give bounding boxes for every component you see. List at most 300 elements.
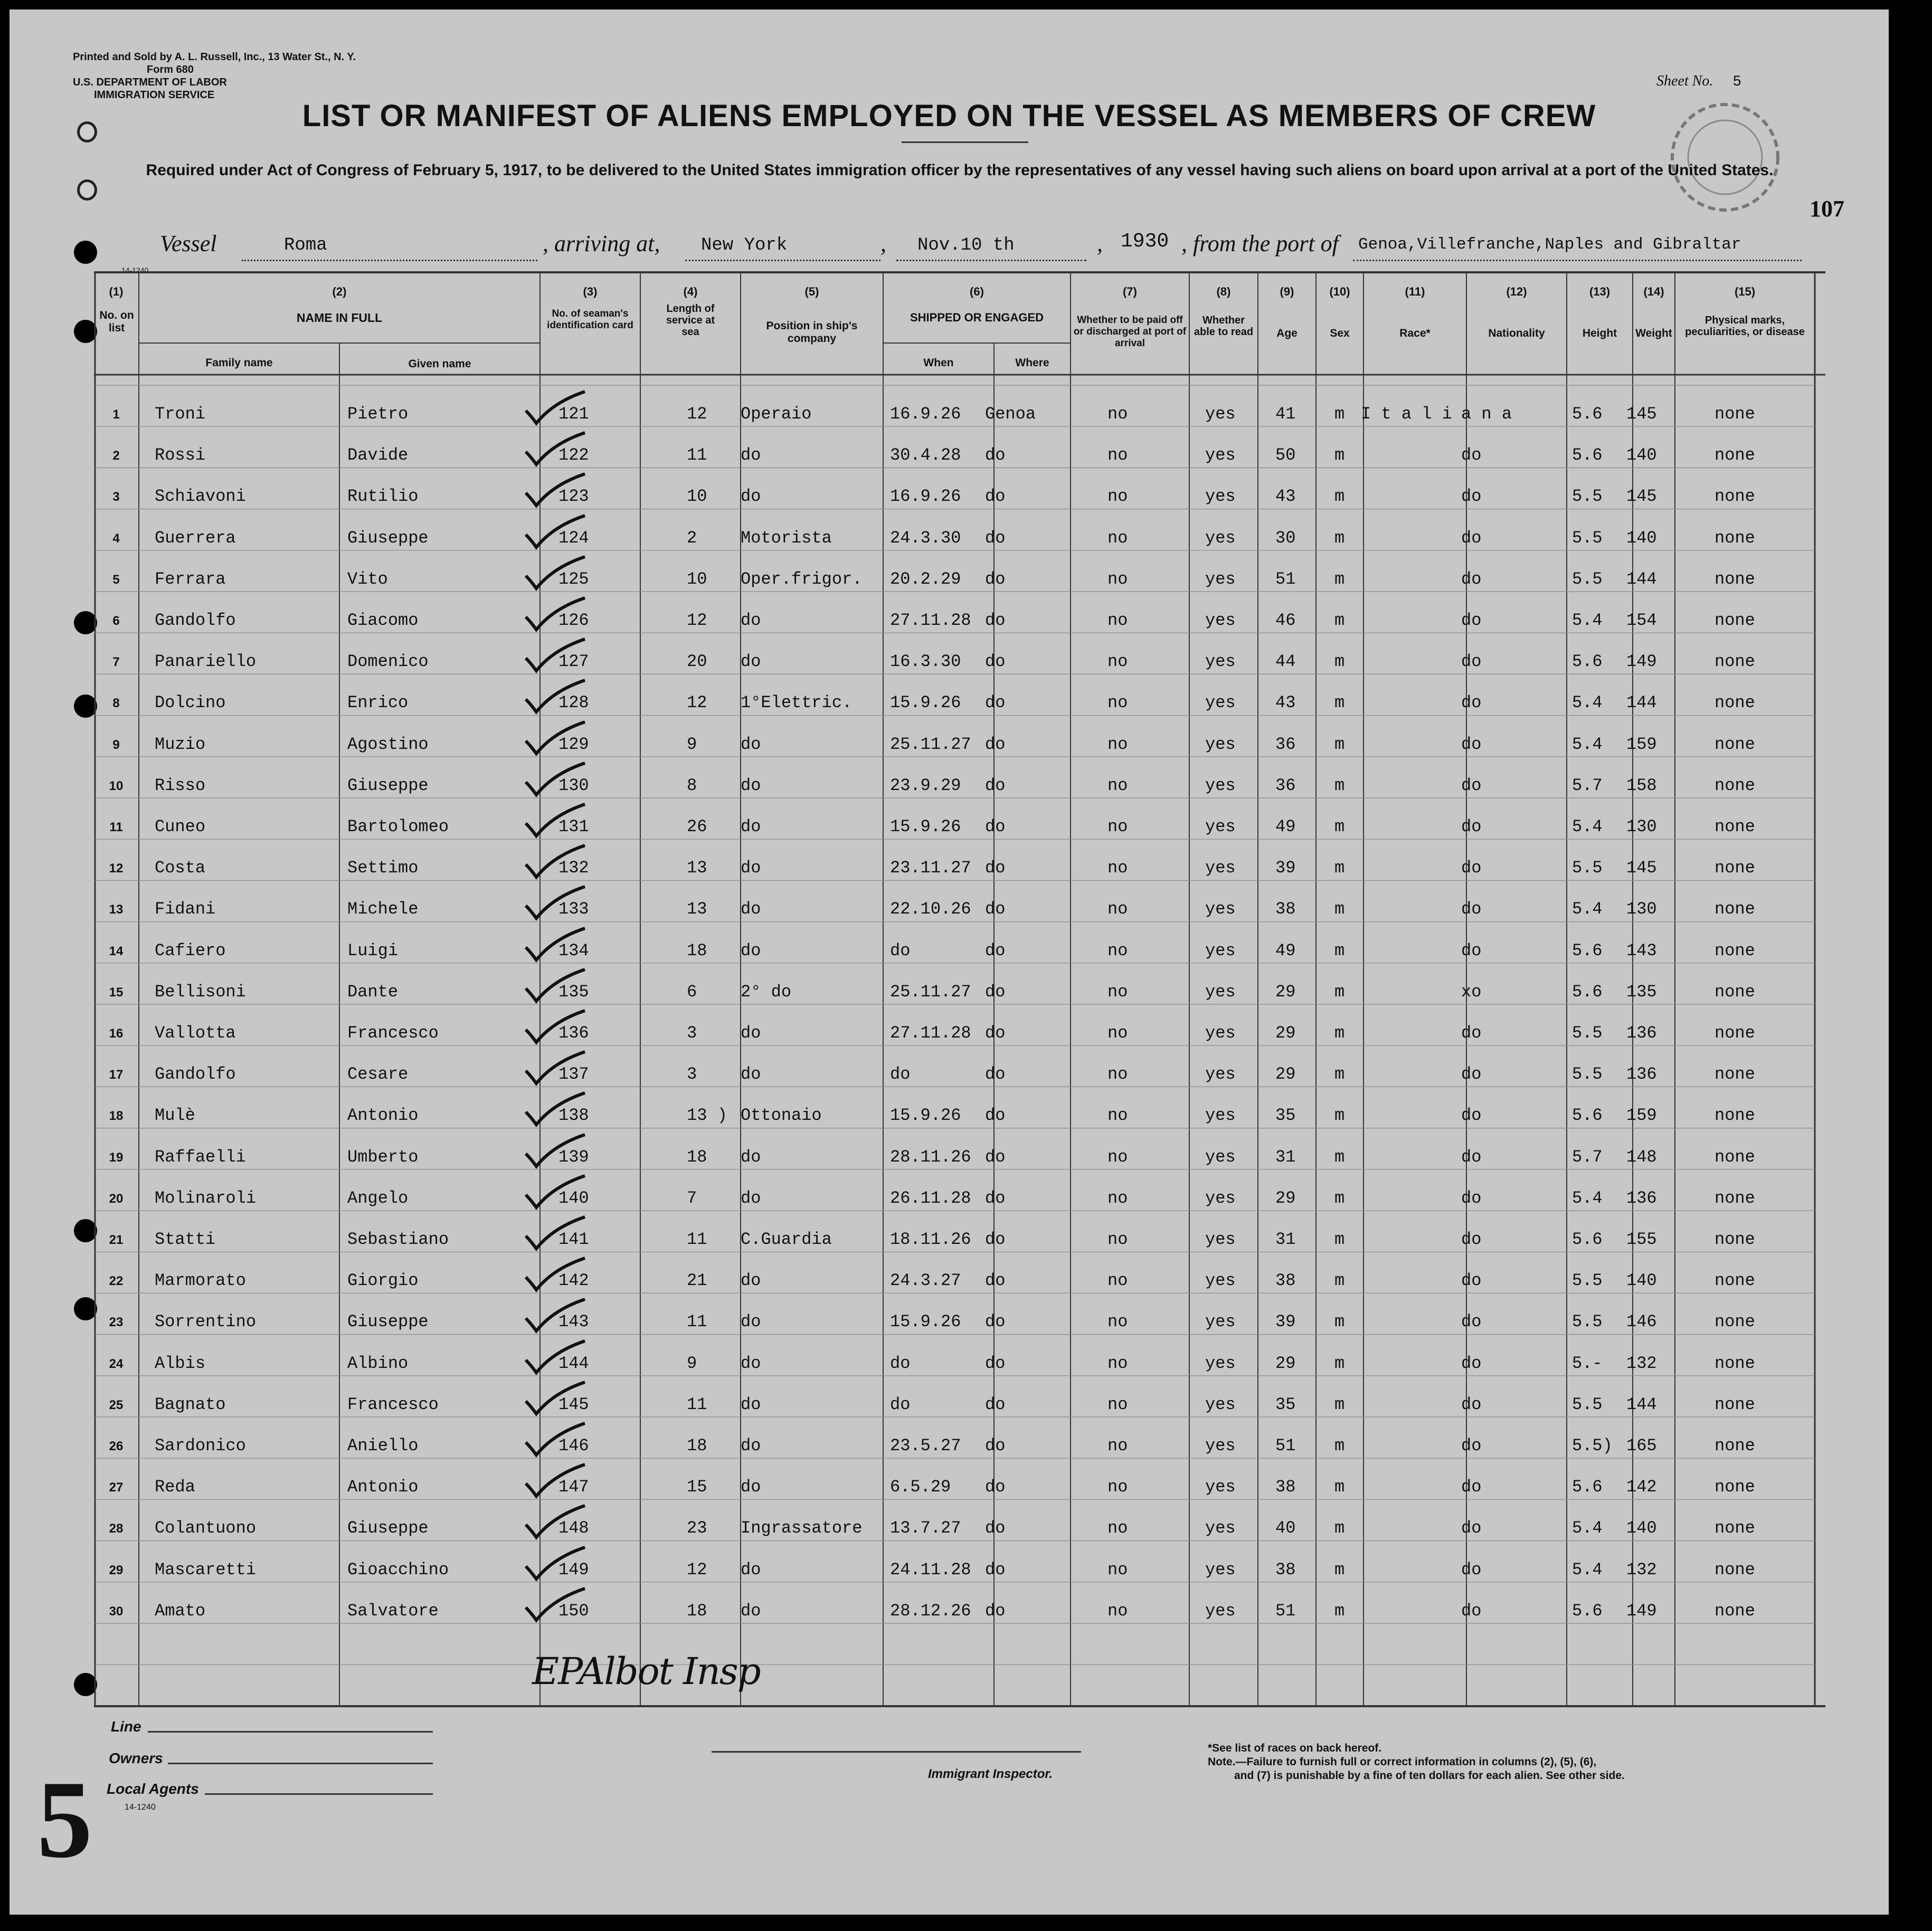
- cell-read: yes: [1205, 1312, 1236, 1332]
- row-number: 17: [109, 1068, 124, 1082]
- cell-paid: no: [1107, 775, 1128, 795]
- cell-weight: 130: [1626, 817, 1657, 836]
- column-number: (4): [683, 285, 698, 298]
- column-number: (15): [1734, 285, 1756, 298]
- cell-position: do: [741, 1353, 761, 1373]
- form-code: 14-1240: [121, 266, 149, 274]
- cell-weight: 149: [1626, 652, 1657, 672]
- cell-read: yes: [1205, 940, 1236, 960]
- cell-given: Salvatore: [347, 1601, 439, 1621]
- cell-age: 35: [1275, 1106, 1296, 1126]
- cell-weight: 140: [1626, 1518, 1657, 1538]
- cell-read: yes: [1205, 528, 1236, 548]
- row-number: 7: [112, 655, 120, 670]
- cell-height: 5.5: [1572, 858, 1603, 878]
- cell-age: 36: [1275, 775, 1296, 795]
- vessel-name: Roma: [284, 235, 327, 255]
- cell-nat: do: [1461, 611, 1482, 630]
- cell-marks: none: [1715, 982, 1755, 1002]
- column-number: (2): [332, 285, 347, 298]
- cell-length: 12: [687, 404, 707, 424]
- column-number: (14): [1643, 285, 1664, 298]
- cell-where: do: [985, 445, 1006, 465]
- cell-marks: none: [1715, 652, 1755, 672]
- cell-read: yes: [1205, 611, 1236, 630]
- cell-paid: no: [1107, 858, 1128, 878]
- cell-nat: do: [1461, 487, 1482, 507]
- check-mark-icon: [522, 427, 601, 470]
- cell-length: 10: [687, 487, 707, 507]
- cell-family: Cafiero: [155, 940, 226, 960]
- cell-family: Risso: [155, 775, 206, 795]
- row-number: 19: [109, 1150, 124, 1165]
- cell-where: do: [985, 1064, 1006, 1085]
- cell-weight: 143: [1626, 940, 1657, 960]
- cell-weight: 159: [1626, 734, 1657, 754]
- cell-paid: no: [1107, 1188, 1128, 1208]
- header-name-in-full: NAME IN FULL: [296, 311, 383, 325]
- cell-length: 7: [687, 1188, 697, 1208]
- row-number: 26: [109, 1439, 124, 1453]
- cell-height: 5.4: [1572, 817, 1603, 836]
- cell-age: 51: [1275, 1601, 1296, 1621]
- cell-length: 10: [687, 569, 707, 589]
- cell-read: yes: [1205, 858, 1236, 878]
- arrival-year: 1930: [1121, 230, 1169, 253]
- cell-marks: none: [1715, 1353, 1755, 1373]
- row-number: 13: [109, 902, 124, 917]
- cell-paid: no: [1107, 569, 1128, 589]
- vessel-line: Vessel Roma , arriving at, New York , Nov.10 th , 1930 , from the port of Genoa,Villefranche,Naples and Gibraltar: [10, 230, 1889, 272]
- footnote-races: *See list of races on back hereof.: [1208, 1742, 1382, 1754]
- cell-sex: m: [1334, 693, 1345, 713]
- cell-paid: no: [1107, 404, 1128, 424]
- cell-when: 15.9.26: [890, 1312, 961, 1332]
- cell-given: Giuseppe: [347, 775, 429, 795]
- cell-sex: m: [1334, 734, 1345, 754]
- cell-length: 11: [687, 1312, 707, 1332]
- arriving-port: New York: [701, 235, 788, 255]
- check-mark-icon: [522, 675, 601, 717]
- cell-weight: 165: [1626, 1436, 1657, 1456]
- cell-age: 50: [1275, 445, 1296, 465]
- cell-age: 49: [1275, 940, 1296, 960]
- cell-card: 147: [558, 1477, 589, 1497]
- cell-length: 2: [687, 528, 697, 548]
- cell-where: Genoa: [985, 404, 1036, 424]
- cell-nat: do: [1461, 1353, 1482, 1373]
- header-weight: Weight: [1635, 327, 1672, 339]
- cell-position: Motorista: [741, 528, 832, 548]
- cell-family: Schiavoni: [155, 487, 246, 507]
- row-number: 15: [109, 985, 124, 1000]
- cell-family: Gandolfo: [155, 1064, 236, 1085]
- cell-family: Sorrentino: [155, 1312, 257, 1332]
- cell-height: 5.5: [1572, 487, 1603, 507]
- cell-age: 31: [1275, 1147, 1296, 1167]
- cell-weight: 159: [1626, 1106, 1657, 1126]
- cell-height: 5.5: [1572, 1271, 1603, 1291]
- cell-read: yes: [1205, 982, 1236, 1002]
- cell-weight: 130: [1626, 899, 1657, 919]
- cell-where: do: [985, 569, 1006, 589]
- cell-sex: m: [1334, 1353, 1345, 1373]
- cell-weight: 140: [1626, 445, 1657, 465]
- check-mark-icon: [522, 758, 601, 800]
- row-number: 8: [112, 696, 120, 711]
- cell-paid: no: [1107, 1147, 1128, 1167]
- row-number: 11: [109, 820, 123, 834]
- cell-age: 43: [1275, 487, 1296, 507]
- cell-given: Francesco: [347, 1394, 439, 1414]
- header-shipped: SHIPPED OR ENGAGED: [910, 311, 1044, 324]
- cell-read: yes: [1205, 1353, 1236, 1373]
- cell-paid: no: [1107, 982, 1128, 1002]
- cell-when: 26.11.28: [890, 1188, 971, 1208]
- cell-age: 38: [1275, 1559, 1296, 1580]
- cell-weight: 132: [1626, 1353, 1657, 1373]
- check-mark-icon: [522, 551, 601, 594]
- cell-position: do: [741, 1271, 761, 1291]
- cell-marks: none: [1715, 817, 1755, 836]
- cell-family: Raffaelli: [155, 1147, 246, 1167]
- cell-given: Davide: [347, 445, 409, 465]
- cell-nat: do: [1461, 445, 1482, 465]
- cell-where: do: [985, 528, 1006, 548]
- row-number: 27: [109, 1480, 124, 1495]
- cell-read: yes: [1205, 1188, 1236, 1208]
- cell-family: Mulè: [155, 1106, 195, 1126]
- cell-position: do: [741, 1477, 761, 1497]
- cell-marks: none: [1715, 734, 1755, 754]
- cell-when: 24.3.27: [890, 1271, 961, 1291]
- cell-age: 40: [1275, 1518, 1296, 1538]
- cell-given: Aniello: [347, 1436, 419, 1456]
- cell-sex: m: [1334, 1064, 1345, 1085]
- cell-height: 5.6: [1572, 1601, 1603, 1621]
- cell-read: yes: [1205, 1106, 1236, 1126]
- cell-when: 13.7.27: [890, 1518, 961, 1538]
- cell-where: do: [985, 1518, 1006, 1538]
- cell-nat: do: [1461, 940, 1482, 960]
- cell-nat: a n a: [1461, 404, 1512, 424]
- cell-position: 2° do: [741, 982, 792, 1002]
- cell-paid: no: [1107, 734, 1128, 754]
- check-mark-icon: [522, 1377, 601, 1419]
- cell-read: yes: [1205, 1436, 1236, 1456]
- cell-position: C.Guardia: [741, 1230, 832, 1249]
- header-when: When: [923, 357, 954, 369]
- cell-family: Rossi: [155, 445, 206, 465]
- cell-length: 13: [687, 899, 707, 919]
- cell-position: do: [741, 1394, 761, 1414]
- cell-when: do: [890, 1394, 911, 1414]
- column-number: (3): [583, 285, 598, 298]
- cell-marks: none: [1715, 404, 1755, 424]
- header-height: Height: [1582, 327, 1617, 339]
- cell-given: Francesco: [347, 1023, 439, 1043]
- cell-weight: 144: [1626, 693, 1657, 713]
- cell-length: 23: [687, 1518, 707, 1538]
- cell-nat: do: [1461, 1271, 1482, 1291]
- cell-length: 9: [687, 734, 697, 754]
- cell-given: Rutilio: [347, 487, 419, 507]
- cell-height: 5.6: [1572, 940, 1603, 960]
- cell-paid: no: [1107, 611, 1128, 630]
- cell-sex: m: [1334, 569, 1345, 589]
- cell-age: 35: [1275, 1394, 1296, 1414]
- cell-position: do: [741, 858, 761, 878]
- cell-card: 131: [558, 817, 589, 836]
- sheet-big-number: 5: [37, 1758, 92, 1881]
- cell-height: 5.4: [1572, 1188, 1603, 1208]
- cell-position: Oper.frigor.: [741, 569, 863, 589]
- cell-height: 5.7: [1572, 775, 1603, 795]
- cell-sex: m: [1334, 982, 1345, 1002]
- row-number: 22: [109, 1274, 124, 1289]
- cell-nat: do: [1461, 1230, 1482, 1249]
- cell-given: Agostino: [347, 734, 429, 754]
- cell-length: 3: [687, 1023, 697, 1043]
- cell-where: do: [985, 1312, 1006, 1332]
- cell-where: do: [985, 1271, 1006, 1291]
- header-able-read: Whether able to read: [1194, 315, 1254, 338]
- cell-card: 124: [558, 528, 589, 548]
- cell-sex: m: [1334, 1477, 1345, 1497]
- check-mark-icon: [522, 510, 601, 553]
- cell-weight: 145: [1626, 404, 1657, 424]
- cell-sex: m: [1334, 1188, 1345, 1208]
- cell-sex: m: [1334, 1230, 1345, 1249]
- cell-given: Giuseppe: [347, 528, 429, 548]
- cell-card: 145: [558, 1394, 589, 1414]
- cell-height: 5.5: [1572, 1312, 1603, 1332]
- cell-family: Costa: [155, 858, 206, 878]
- row-number: 28: [109, 1521, 124, 1536]
- cell-where: do: [985, 940, 1006, 960]
- cell-card: 142: [558, 1271, 589, 1291]
- cell-paid: no: [1107, 940, 1128, 960]
- check-mark-icon: [522, 1253, 601, 1295]
- cell-age: 29: [1275, 1023, 1296, 1043]
- cell-given: Bartolomeo: [347, 817, 449, 836]
- cell-length: 26: [687, 817, 707, 836]
- header-physical: Physical marks, peculiarities, or disease: [1685, 315, 1805, 338]
- row-number: 25: [109, 1397, 124, 1412]
- cell-family: Sardonico: [155, 1436, 246, 1456]
- cell-nat: do: [1461, 1518, 1482, 1538]
- cell-when: 16.9.26: [890, 487, 961, 507]
- cell-marks: none: [1715, 1106, 1755, 1126]
- cell-when: 23.11.27: [890, 858, 971, 878]
- check-mark-icon: [522, 634, 601, 676]
- check-mark-icon: [522, 1129, 601, 1172]
- cell-marks: none: [1715, 1271, 1755, 1291]
- cell-position: do: [741, 1559, 761, 1580]
- cell-length: 18: [687, 1436, 707, 1456]
- cell-nat: do: [1461, 1023, 1482, 1043]
- header-paid-off: Whether to be paid off or discharged at port of arrival: [1073, 315, 1187, 349]
- cell-when: 20.2.29: [890, 569, 961, 589]
- cell-family: Mascaretti: [155, 1559, 257, 1580]
- cell-where: do: [985, 1188, 1006, 1208]
- cell-length: 11: [687, 1394, 707, 1414]
- cell-when: 15.9.26: [890, 1106, 961, 1126]
- cell-family: Dolcino: [155, 693, 226, 713]
- requirement-text: Required under Act of Congress of February 5, 1917, to be delivered to the United States immigration officer by the representatives of any vessel having such aliens on board upon arrival at a port of the United States.: [146, 161, 1774, 179]
- row-number: 5: [112, 572, 120, 587]
- row-number: 9: [112, 737, 120, 752]
- cell-read: yes: [1205, 1230, 1236, 1249]
- check-mark-icon: [522, 1212, 601, 1254]
- cell-read: yes: [1205, 1559, 1236, 1580]
- cell-age: 29: [1275, 982, 1296, 1002]
- cell-sex: m: [1334, 1436, 1345, 1456]
- cell-nat: do: [1461, 899, 1482, 919]
- cell-position: do: [741, 775, 761, 795]
- cell-sex: m: [1334, 817, 1345, 836]
- cell-sex: m: [1334, 652, 1345, 672]
- cell-nat: do: [1461, 1436, 1482, 1456]
- cell-paid: no: [1107, 817, 1128, 836]
- check-mark-icon: [522, 1005, 601, 1048]
- cell-nat: do: [1461, 1477, 1482, 1497]
- cell-nat: do: [1461, 1394, 1482, 1414]
- cell-where: do: [985, 1023, 1006, 1043]
- header-length-service: Length of service at sea: [666, 303, 715, 338]
- cell-position: Ingrassatore: [741, 1518, 863, 1538]
- cell-marks: none: [1715, 899, 1755, 919]
- cell-family: Panariello: [155, 652, 257, 672]
- cell-nat: do: [1461, 1064, 1482, 1085]
- cell-marks: none: [1715, 693, 1755, 713]
- cell-paid: no: [1107, 1353, 1128, 1373]
- cell-nat: xo: [1461, 982, 1482, 1002]
- cell-given: Settimo: [347, 858, 419, 878]
- cell-read: yes: [1205, 445, 1236, 465]
- inspector-signature: EPAlbot Insp: [532, 1650, 760, 1693]
- header-where: Where: [1015, 357, 1049, 369]
- cell-marks: none: [1715, 611, 1755, 630]
- cell-card: 149: [558, 1559, 589, 1580]
- cell-paid: no: [1107, 528, 1128, 548]
- cell-length: 6: [687, 982, 697, 1002]
- cell-paid: no: [1107, 1312, 1128, 1332]
- cell-when: 16.3.30: [890, 652, 961, 672]
- cell-paid: no: [1107, 1601, 1128, 1621]
- page-number: 107: [1810, 196, 1844, 222]
- cell-age: 46: [1275, 611, 1296, 630]
- column-number: (11): [1405, 285, 1425, 298]
- cell-card: 146: [558, 1436, 589, 1456]
- cell-sex: m: [1334, 1559, 1345, 1580]
- cell-card: 127: [558, 652, 589, 672]
- cell-when: 25.11.27: [890, 734, 971, 754]
- cell-age: 36: [1275, 734, 1296, 754]
- cell-length: 9: [687, 1353, 697, 1373]
- cell-sex: m: [1334, 1394, 1345, 1414]
- cell-marks: none: [1715, 1312, 1755, 1332]
- check-mark-icon: [522, 1583, 601, 1625]
- cell-when: 27.11.28: [890, 1023, 971, 1043]
- cell-given: Cesare: [347, 1064, 409, 1085]
- footer-owners-label: Owners: [109, 1750, 163, 1766]
- cell-sex: m: [1334, 1106, 1345, 1126]
- cell-sex: m: [1334, 1023, 1345, 1043]
- cell-family: Vallotta: [155, 1023, 236, 1043]
- cell-age: 43: [1275, 693, 1296, 713]
- column-number: (1): [109, 285, 124, 298]
- cell-paid: no: [1107, 693, 1128, 713]
- cell-paid: no: [1107, 1064, 1128, 1085]
- cell-nat: do: [1461, 734, 1482, 754]
- cell-family: Bagnato: [155, 1394, 226, 1414]
- cell-read: yes: [1205, 1147, 1236, 1167]
- cell-where: do: [985, 858, 1006, 878]
- cell-paid: no: [1107, 1559, 1128, 1580]
- cell-when: 23.9.29: [890, 775, 961, 795]
- header-family-name: Family name: [205, 357, 273, 369]
- column-number: (5): [804, 285, 819, 298]
- cell-age: 31: [1275, 1230, 1296, 1249]
- cell-sex: m: [1334, 775, 1345, 795]
- cell-read: yes: [1205, 404, 1236, 424]
- cell-family: Ferrara: [155, 569, 226, 589]
- cell-length: 15: [687, 1477, 707, 1497]
- cell-age: 38: [1275, 1271, 1296, 1291]
- cell-height: 5.6: [1572, 1477, 1603, 1497]
- cell-family: Marmorato: [155, 1271, 246, 1291]
- cell-read: yes: [1205, 1601, 1236, 1621]
- cell-sex: m: [1334, 1312, 1345, 1332]
- cell-weight: 149: [1626, 1601, 1657, 1621]
- cell-length: 18: [687, 1601, 707, 1621]
- cell-card: 144: [558, 1353, 589, 1373]
- cell-where: do: [985, 1106, 1006, 1126]
- cell-position: do: [741, 1147, 761, 1167]
- cell-when: 6.5.29: [890, 1477, 951, 1497]
- cell-card: 125: [558, 569, 589, 589]
- cell-given: Umberto: [347, 1147, 419, 1167]
- cell-where: do: [985, 817, 1006, 836]
- footnote-penalty: Note.—Failure to furnish full or correct information in columns (2), (5), (6),: [1208, 1756, 1597, 1768]
- cell-given: Albino: [347, 1353, 409, 1373]
- cell-card: 138: [558, 1106, 589, 1126]
- row-number: 3: [112, 490, 120, 505]
- cell-paid: no: [1107, 1477, 1128, 1497]
- cell-length: 21: [687, 1271, 707, 1291]
- page-title: LIST OR MANIFEST OF ALIENS EMPLOYED ON THE VESSEL AS MEMBERS OF CREW: [302, 99, 1596, 133]
- cell-paid: no: [1107, 1023, 1128, 1043]
- check-mark-icon: [522, 964, 601, 1006]
- cell-marks: none: [1715, 528, 1755, 548]
- cell-weight: 155: [1626, 1230, 1657, 1249]
- cell-age: 29: [1275, 1064, 1296, 1085]
- cell-read: yes: [1205, 693, 1236, 713]
- cell-where: do: [985, 1477, 1006, 1497]
- cell-paid: no: [1107, 1394, 1128, 1414]
- cell-where: do: [985, 775, 1006, 795]
- cell-where: do: [985, 1601, 1006, 1621]
- check-mark-icon: [522, 923, 601, 965]
- from-ports: Genoa,Villefranche,Naples and Gibraltar: [1358, 235, 1741, 254]
- cell-given: Angelo: [347, 1188, 409, 1208]
- cell-read: yes: [1205, 652, 1236, 672]
- cell-length: 11: [687, 1230, 707, 1249]
- cell-position: Ottonaio: [741, 1106, 822, 1126]
- cell-nat: do: [1461, 1559, 1482, 1580]
- cell-where: do: [985, 1230, 1006, 1249]
